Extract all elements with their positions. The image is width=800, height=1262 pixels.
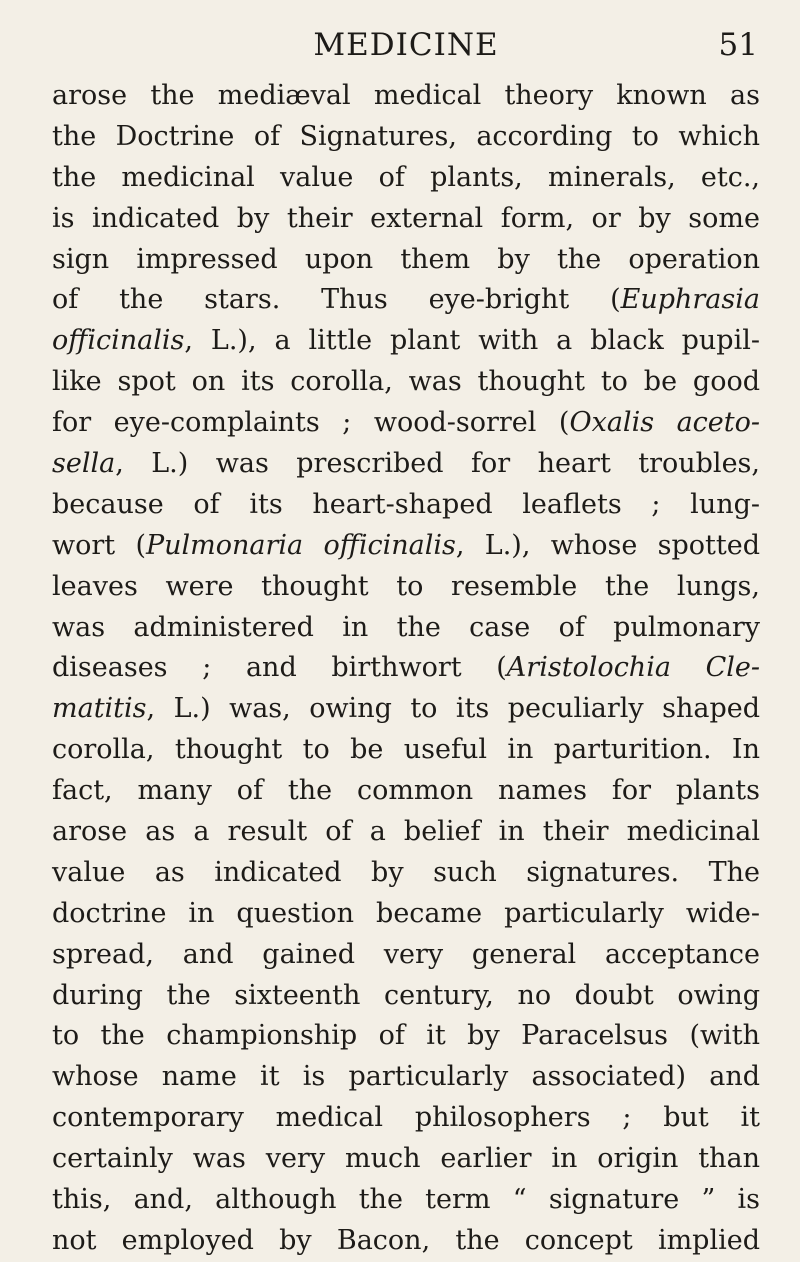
text-segment: contemporary medical philosophers ; but it bbox=[52, 1102, 760, 1134]
text-segment: , L.) was prescribed for heart troubles, bbox=[115, 448, 760, 480]
italic-text-segment: Euphrasia bbox=[620, 284, 760, 316]
text-line bbox=[52, 812, 760, 853]
body-text bbox=[52, 76, 760, 1262]
text-segment: to the championship of it by Paracelsus (with bbox=[52, 1020, 760, 1052]
text-line bbox=[52, 403, 760, 444]
text-segment: during the sixteenth century, no doubt owing bbox=[52, 979, 760, 1011]
text-line bbox=[52, 730, 760, 771]
text-segment: diseases ; and birthwort ( bbox=[52, 652, 507, 684]
text-segment: , L.) was, owing to its peculiarly shaped bbox=[146, 693, 760, 725]
text-segment: corolla, thought to be useful in parturition. In bbox=[52, 734, 760, 766]
text-line bbox=[52, 199, 760, 240]
text-line bbox=[52, 1139, 760, 1180]
text-segment: certainly was very much earlier in origin than bbox=[52, 1143, 760, 1175]
text-line bbox=[52, 894, 760, 935]
text-segment: sign impressed upon them by the operation bbox=[52, 243, 760, 275]
text-segment: like spot on its corolla, was thought to be good bbox=[52, 366, 760, 398]
text-line bbox=[52, 771, 760, 812]
text-line bbox=[52, 935, 760, 976]
text-segment: of the stars. Thus eye-bright ( bbox=[52, 284, 621, 316]
text-segment: not employed by Bacon, the concept implied bbox=[52, 1224, 760, 1256]
text-line bbox=[52, 76, 760, 117]
text-segment: , L.), a little plant with a black pupil- bbox=[184, 325, 760, 357]
text-segment: doctrine in question became particularly wide- bbox=[52, 897, 760, 929]
italic-text-segment: Pulmonaria officinalis bbox=[145, 529, 456, 561]
text-segment: , L.), whose spotted bbox=[455, 529, 760, 561]
text-line bbox=[52, 485, 760, 526]
text-line bbox=[52, 1221, 760, 1262]
running-head bbox=[52, 22, 760, 68]
text-line bbox=[52, 976, 760, 1017]
text-line bbox=[52, 158, 760, 199]
text-line bbox=[52, 1016, 760, 1057]
text-line bbox=[52, 853, 760, 894]
italic-text-segment: sella bbox=[52, 448, 116, 480]
text-line bbox=[52, 648, 760, 689]
text-line bbox=[52, 1180, 760, 1221]
text-line bbox=[52, 240, 760, 281]
text-line bbox=[52, 280, 760, 321]
text-segment: whose name it is particularly associated) and bbox=[52, 1061, 760, 1093]
text-segment: was administered in the case of pulmonary bbox=[52, 611, 760, 643]
text-segment: because of its heart-shaped leaflets ; lung- bbox=[52, 488, 760, 520]
page-number: 51 bbox=[718, 27, 758, 63]
text-segment: the medicinal value of plants, minerals, etc., bbox=[52, 161, 760, 193]
text-segment: this, and, although the term “ signature ” is bbox=[52, 1184, 760, 1216]
text-line bbox=[52, 321, 760, 362]
text-segment: is indicated by their external form, or by some bbox=[52, 202, 760, 234]
text-segment: the Doctrine of Signatures, according to which bbox=[52, 120, 760, 152]
italic-text-segment: officinalis bbox=[52, 325, 185, 357]
text-segment: arose the mediæval medical theory known as bbox=[52, 80, 760, 111]
text-segment: spread, and gained very general acceptance bbox=[52, 938, 760, 970]
text-line bbox=[52, 526, 760, 567]
text-segment: wort ( bbox=[52, 529, 146, 561]
running-title: MEDICINE bbox=[313, 27, 499, 63]
text-segment: leaves were thought to resemble the lungs, bbox=[52, 570, 760, 602]
text-segment: value as indicated by such signatures. The bbox=[52, 856, 760, 888]
text-line bbox=[52, 444, 760, 485]
italic-text-segment: Aristolochia Cle- bbox=[506, 652, 760, 684]
text-line bbox=[52, 117, 760, 158]
text-line bbox=[52, 608, 760, 649]
text-line bbox=[52, 567, 760, 608]
text-segment: for eye-complaints ; wood-sorrel ( bbox=[52, 407, 570, 439]
text-segment: arose as a result of a belief in their medicinal bbox=[52, 816, 760, 848]
italic-text-segment: matitis bbox=[52, 693, 147, 725]
text-line bbox=[52, 1057, 760, 1098]
text-segment: fact, many of the common names for plants bbox=[52, 775, 760, 807]
text-line bbox=[52, 689, 760, 730]
text-line bbox=[52, 1098, 760, 1139]
italic-text-segment: Oxalis aceto- bbox=[569, 407, 760, 439]
text-line bbox=[52, 362, 760, 403]
